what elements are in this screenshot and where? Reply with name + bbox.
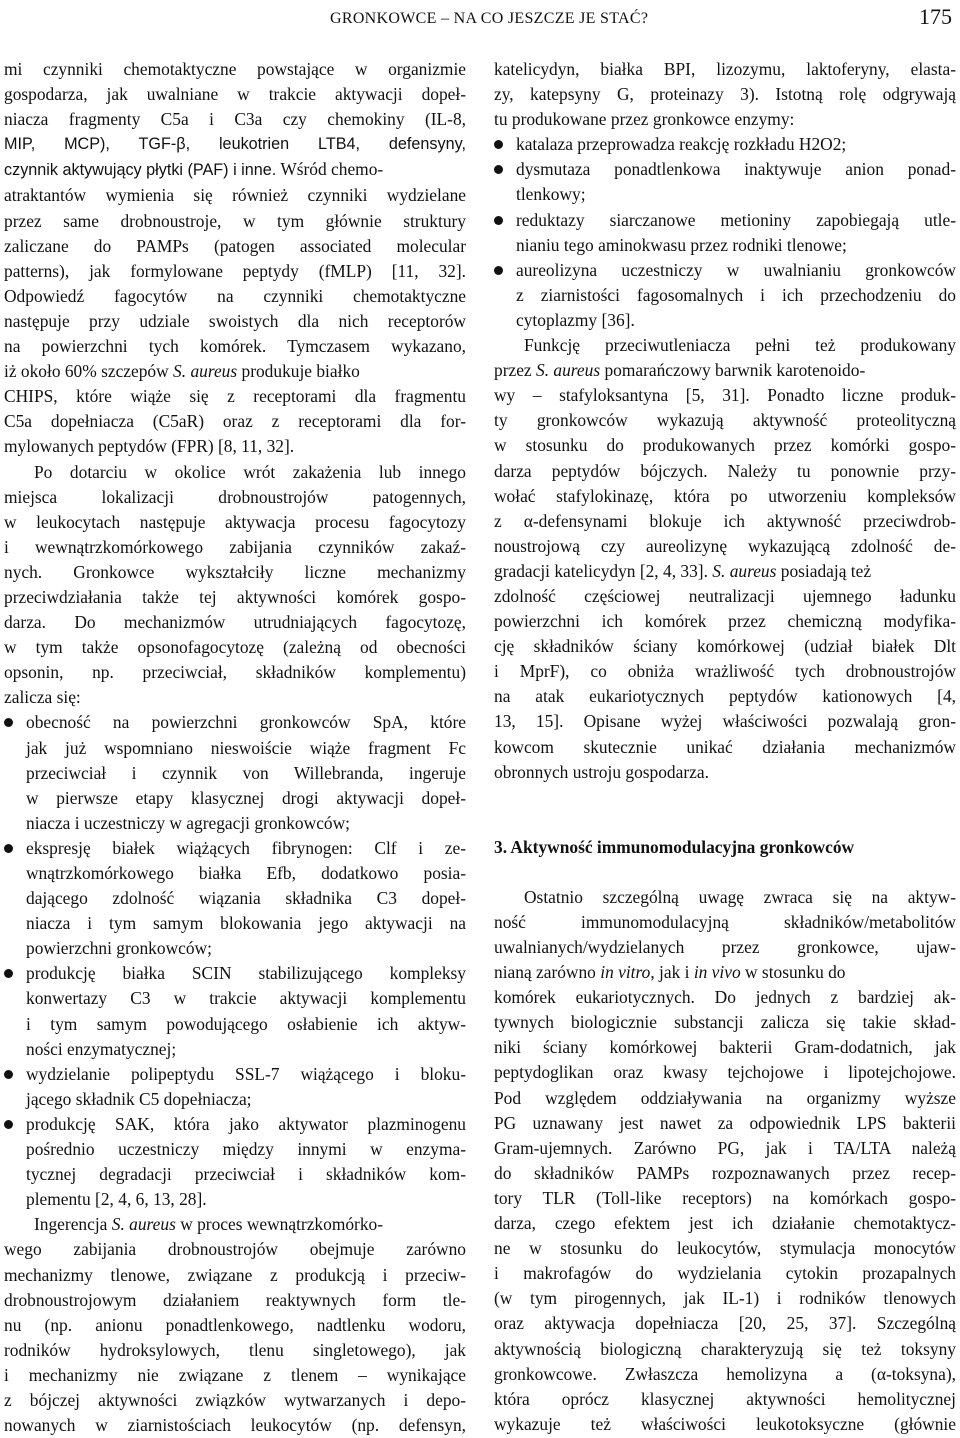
list-item	[494, 157, 956, 207]
text-line: na atak eukariotycznych peptydów kationowych [4,	[494, 686, 956, 707]
text-run: Ingerencja	[34, 1214, 108, 1235]
text-line: obecność na powierzchni gronkowców SpA, które	[26, 712, 466, 733]
list-item	[4, 1062, 466, 1112]
text-run: gradacji katelicydyn [2, 4, 33].	[494, 560, 708, 581]
text-line: dysmutaza ponadtlenkowa inaktywuje anion ponad-	[516, 159, 956, 180]
species-name: S. aureus	[111, 1214, 176, 1235]
bullet-icon	[494, 216, 503, 225]
paragraph-chemotactic-factors	[4, 57, 466, 460]
text-line: komórek eukariotycznych. Do jednych z bardziej ak-	[494, 987, 956, 1008]
bullet-list-enzymes	[494, 132, 956, 333]
list-item	[4, 710, 466, 835]
text-line: tywnych biologicznie substancji zalicza się takie skład-	[494, 1012, 956, 1033]
species-name: S. aureus	[173, 361, 238, 382]
text-line: z ziarnistości fagosomalnych i ich przechodzeniu do	[516, 284, 956, 305]
text-line: nowanych w ziarnistościach leukocytów (np. defensyn,	[4, 1415, 466, 1436]
text-line: do składników PAMPs rozpoznawanych przez recep-	[494, 1162, 956, 1183]
text-line: wołać stafylokinazę, która po utworzeniu kompleksów	[494, 485, 956, 506]
text-line: wego zabijania drobnoustrojów obejmuje zarówno	[4, 1239, 466, 1260]
paragraph-intracellular-killing	[4, 1212, 466, 1438]
text-line: gronkowcowe. Zwłaszcza hemolizyna a (α-toksyna),	[494, 1363, 956, 1384]
text-line: Gram-ujemnych. Zarówno PG, jak i TA/LTA należą	[494, 1137, 956, 1158]
text-line: przeciwdziałania także tej aktywności komórek gospo-	[4, 586, 466, 607]
text-line: produkcję białka SCIN stabilizującego kompleksy	[26, 963, 466, 984]
text-line: niacza fragmenty C5a i C3a czy chemokiny (IL-8,	[4, 109, 466, 130]
text-line: przez same drobnoustroje, w tym głównie struktury	[4, 210, 466, 231]
paragraph-continuation	[494, 57, 956, 132]
list-item	[494, 208, 956, 258]
emphasis: in vitro	[600, 962, 651, 983]
right-column	[494, 57, 956, 1437]
text-line: pośrednio uczestniczy między innymi w enzyma-	[26, 1139, 466, 1160]
text-line: mechanizmy tlenowe, związane z produkcją i przeciw-	[4, 1264, 466, 1285]
text-line: na powierzchni tych komórek. Tymczasem wykazano,	[4, 336, 466, 357]
text-line: cję składników ściany komórkowej (udział białek Dlt	[494, 636, 956, 657]
text-line: jącego składnik C5 dopełniacza;	[26, 1088, 252, 1109]
text-line: przeciwciał i czynnik von Willebranda, ingeruje	[26, 762, 466, 783]
text-line: z bójczej aktywności związków wytwarzanych i depo-	[4, 1389, 466, 1410]
text-line: Ostatnio szczególną uwagę zwraca się na aktyw-	[524, 886, 956, 907]
text-line: tlenkowy;	[516, 184, 586, 205]
text-line: konwertazy C3 w trakcie aktywacji komplementu	[26, 988, 466, 1009]
text-line: zaliczane do PAMPs (patogen associated molecular	[4, 235, 466, 256]
text-line: ekspresję białek wiążących fibrynogen: Clf i ze-	[26, 837, 466, 858]
text-line: jak już wspomniano nieswoiście wiąże fragment Fc	[26, 737, 466, 758]
bullet-icon	[4, 1070, 13, 1079]
text-line: uwalnianych/wydzielanych przez gronkowce, ujaw-	[494, 937, 956, 957]
text-line: cytoplazmy [36].	[516, 309, 635, 330]
text-run: , jak i	[650, 962, 690, 983]
text-run: przez	[494, 360, 532, 381]
running-title: GRONKOWCE – NA CO JESZCZE JE STAĆ?	[330, 10, 649, 27]
list-item	[494, 132, 956, 157]
text-line: miejsca lokalizacji drobnoustrojów patogennych,	[4, 486, 466, 507]
list-item	[4, 1112, 466, 1212]
text-line: następuje przy udziale swoistych dla nich receptorów	[4, 310, 466, 331]
text-line: PG uznawany jest nawet za odpowiednik LPS bakterii	[494, 1112, 956, 1133]
text-line	[494, 358, 956, 383]
text-line: nych. Gronkowce wykształciły liczne mechanizmy	[4, 561, 466, 582]
text-line: produkcję SAK, która jako aktywator plazminogenu	[26, 1113, 466, 1134]
text-line: w tym także opsonofagocytozę (zależną od obecności	[4, 637, 466, 658]
text-run: produkuje białko	[241, 361, 360, 382]
text-line: C5a dopełniacza (C5aR) oraz z receptorami dla for-	[4, 411, 466, 432]
emphasis: in vivo	[693, 962, 741, 983]
text-line: niki ściany komórkowej bakterii Gram-dodatnich, jak	[494, 1037, 956, 1058]
spacer	[494, 785, 956, 810]
text-line: Pod względem oddziaływania na organizmy wyższe	[494, 1087, 956, 1108]
text-line: tory TLR (Toll-like receptors) na komórkach gospo-	[494, 1187, 956, 1208]
text-line: CHIPS, które wiąże się z receptorami dla fragmentu	[4, 386, 466, 407]
text-run: nianą zarówno	[494, 962, 596, 983]
text-line: nianiu tego aminokwasu przez rodniki tlenowe;	[516, 234, 847, 255]
text-line	[494, 559, 956, 584]
list-item	[4, 961, 466, 1061]
spacer	[494, 860, 956, 885]
text-line	[4, 157, 466, 183]
text-line: i wewnątrzkomórkowego zabijania czynników zakaź-	[4, 536, 466, 557]
text-line: niacza i uczestniczy w agregacji gronkowców;	[26, 812, 350, 833]
text-line: darza peptydów bójczych. Należy tu ponownie przy-	[494, 460, 956, 481]
text-line: mylowanych peptydów (FPR) [8, 11, 32].	[4, 436, 295, 457]
text-line	[4, 1212, 466, 1237]
list-item	[494, 258, 956, 333]
text-line: reduktazy siarczanowe metioniny zapobiegają utle-	[516, 209, 956, 230]
text-run: czynnik aktywujący płytki (PAF) i inne.	[4, 161, 277, 180]
text-line: z α-defensynami blokuje ich aktywność przeciwdrob-	[494, 510, 956, 531]
page-header	[0, 0, 960, 40]
text-line: gospodarza, jak uwalniane w trakcie aktywacji dopeł-	[4, 84, 466, 105]
text-line: aktywnością biologiczną charakteryzują się też toksyny	[494, 1338, 956, 1359]
bullet-icon	[4, 844, 13, 853]
text-run: posiadają też	[780, 560, 872, 581]
text-line: (w tym pirogennych, jak IL-1) i rodników tlenowych	[494, 1288, 956, 1309]
text-run: Wśród chemo-	[280, 159, 384, 180]
text-line: zdolność częściowej neutralizacji ujemnego ładunku	[494, 585, 956, 606]
text-line: w stosunku do produkowanych przez komórki gospo-	[494, 435, 956, 456]
text-line: noustrojową czy aureolizynę wykazującą zdolność de-	[494, 535, 956, 556]
text-line: zalicza się:	[4, 687, 81, 708]
text-line: w pierwsze etapy klasycznej drogi aktywacji dopeł-	[26, 787, 466, 808]
paragraph-immunomodulation	[494, 885, 956, 1437]
text-run: w stosunku do	[745, 962, 846, 983]
bullet-icon	[4, 1120, 13, 1129]
text-line: ne w stosunku do leukocytów, stymulacja monocytów	[494, 1238, 956, 1259]
paragraph-phagocytosis	[4, 460, 466, 711]
spacer	[494, 810, 956, 835]
text-line: ty gronkowców wykazują aktywność proteolityczną	[494, 410, 956, 431]
text-line: Odpowiedź fagocytów na czynniki chemotaktyczne	[4, 285, 466, 306]
text-run: w proces wewnątrzkomórko-	[180, 1214, 384, 1235]
bullet-icon	[494, 266, 503, 275]
text-line: która oprócz klasycznej aktywności hemolitycznej	[494, 1388, 956, 1409]
text-line: wydzielanie polipeptydu SSL-7 wiążącego i bloku-	[26, 1063, 466, 1084]
text-line: katelicydyn, białka BPI, lizozymu, laktoferyny, elasta-	[494, 59, 956, 79]
left-column	[4, 57, 466, 1438]
text-line: katalaza przeprowadza reakcję rozkładu H2O2;	[516, 134, 847, 155]
text-line: wy – stafyloksantyna [5, 31]. Ponadto liczne produk-	[494, 385, 956, 406]
text-line: plementu [2, 4, 6, 13, 28].	[26, 1189, 207, 1210]
text-line: nu (np. anionu ponadtlenkowego, nadtlenku wodoru,	[4, 1314, 466, 1335]
text-line: wykazuje też właściwości leukotoksyczne (głównie	[494, 1413, 956, 1434]
text-run: pomarańczowy barwnik karotenoido-	[604, 360, 866, 381]
text-line	[4, 359, 466, 384]
text-line: kowcom skutecznie unikać działania mechanizmów	[494, 736, 956, 757]
text-line: atraktantów wymienia się również czynniki wydzielane	[4, 185, 466, 206]
text-line: rodników hydroksylowych, tlenu singletowego), jak	[4, 1339, 466, 1360]
text-line: powierzchni ich komórek przez chemiczną modyfika-	[494, 611, 956, 632]
text-line: MIP, MCP), TGF-β, leukotrien LTB4, defensyny,	[4, 135, 466, 154]
species-name: S. aureus	[536, 360, 601, 381]
species-name: S. aureus	[712, 560, 777, 581]
text-line: i MprF), co obniża wrażliwość tych drobnoustrojów	[494, 661, 956, 682]
text-line: aureolizyna uczestniczy w uwalnianiu gronkowców	[516, 259, 956, 280]
text-line: darza, czego efektem jest ich działanie chemotaktycz-	[494, 1213, 956, 1234]
text-line: dającego zdolność wiązania składnika C3 dopeł-	[26, 888, 466, 909]
page-number: 175	[919, 4, 952, 29]
text-line: w leukocytach następuje aktywacja procesu fagocytozy	[4, 511, 466, 532]
text-line: powierzchni gronkowców;	[26, 938, 212, 959]
text-line: niacza i tym samym blokowania jego aktywacji na	[26, 913, 466, 934]
text-line: 13, 15]. Opisane wyżej właściwości pozwalają gron-	[494, 711, 956, 732]
bullet-list-phagocytosis-evasion	[4, 710, 466, 1212]
text-run: iż około 60% szczepów	[4, 361, 169, 382]
text-line: Po dotarciu w okolice wrót zakażenia lub innego	[34, 461, 466, 482]
text-line: ność immunomodulacyjną składników/metabolitów	[494, 911, 956, 932]
text-line: i makrofagów do wydzielania cytokin prozapalnych	[494, 1263, 956, 1284]
text-line: ności enzymatycznej;	[26, 1038, 177, 1059]
text-line: mi czynniki chemotaktyczne powstające w organizmie	[4, 59, 466, 79]
text-line: peptydoglikan oraz kwasy tejchojowe i lipotejchojowe.	[494, 1062, 956, 1083]
text-line	[494, 960, 956, 985]
list-item	[4, 836, 466, 961]
text-line: zy, katepsyny G, proteinazy 3). Istotną rolę odgrywają	[494, 84, 956, 105]
text-line: opsonin, np. przeciwciał, składników komplementu)	[4, 662, 466, 683]
text-line: Funkcję przeciwutleniacza pełni też produkowany	[524, 335, 956, 356]
text-line: i tym samym powodującego osłabienie ich aktyw-	[26, 1013, 466, 1034]
section-heading: 3. Aktywność immunomodulacyjna gronkowców	[494, 836, 855, 857]
text-line: patterns), jak formylowane peptydy (fMLP) [11, 32].	[4, 260, 466, 281]
text-line: oraz aktywacja dopełniacza [20, 25, 37]. Szczególną	[494, 1313, 956, 1334]
text-line: drobnoustrojowym działaniem reaktywnych form tle-	[4, 1289, 466, 1310]
text-line: i mechanizmy nie związane z tlenem – wynikające	[4, 1364, 466, 1385]
text-line: darza. Do mechanizmów utrudniających fagocytozę,	[4, 612, 466, 633]
paragraph-antioxidant	[494, 333, 956, 785]
text-line: tu produkowane przez gronkowce enzymy:	[494, 109, 795, 130]
text-line: obronnych ustroju gospodarza.	[494, 761, 709, 782]
text-line: wnątrzkomórkowego białka Efb, dodatkowo posia-	[26, 863, 466, 883]
text-line: tycznej degradacji przeciwciał i składników kom-	[26, 1164, 466, 1185]
